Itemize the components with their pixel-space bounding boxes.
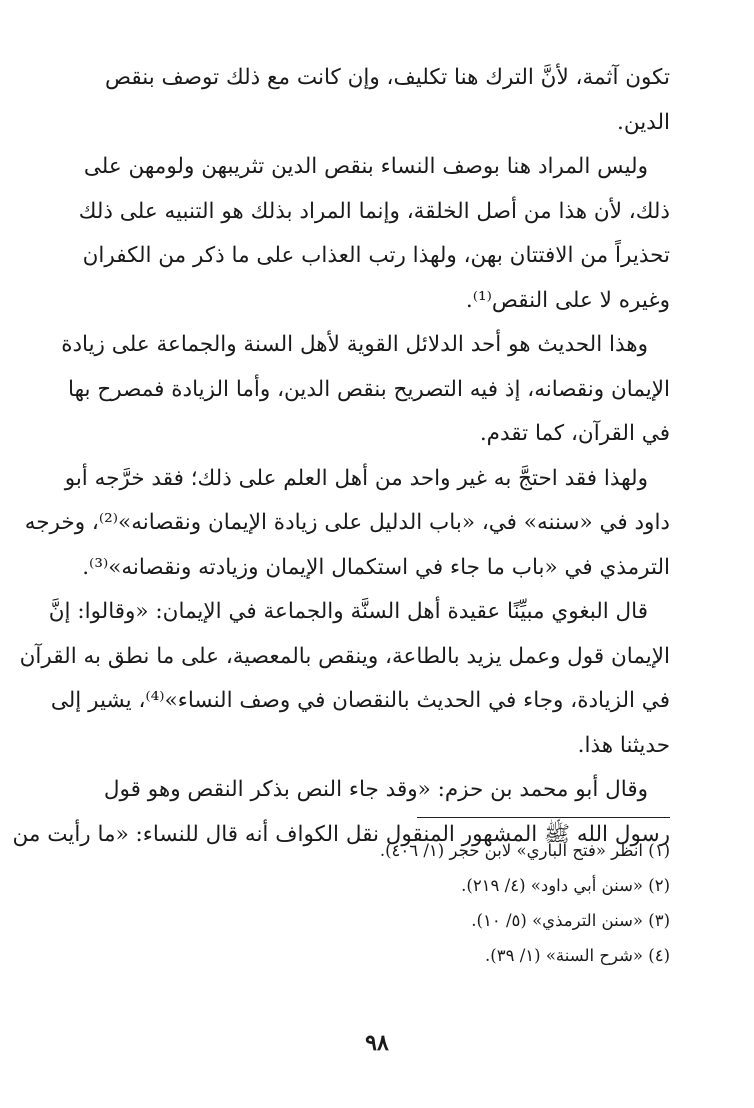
body-line: الإيمان قول وعمل يزيد بالطاعة، وينقص بالمعصية، على ما نطق به القرآن [19,643,670,669]
page-number: ٩٨ [365,1030,389,1056]
footnote-divider [417,817,670,818]
body-line: وغيره لا على النقص⁽¹⁾. [465,287,670,313]
body-line: الدين. [617,109,670,135]
footnote: (٢) «سنن أبي داود» (٤/ ٢١٩). [461,876,670,895]
body-line: في الزيادة، وجاء في الحديث بالنقصان في وصف النساء»⁽⁴⁾، يشير إلى [50,688,670,713]
body-line: وليس المراد هنا بوصف النساء بنقص الدين تثريبهن ولومهن على [83,154,648,179]
body-line: داود في «سننه» في، «باب الدليل على زيادة الإيمان ونقصانه»⁽²⁾، وخرجه [24,510,670,535]
body-line: ذلك، لأن هذا من أصل الخلقة، وإنما المراد بذلك هو التنبيه على ذلك [78,198,670,224]
body-line: تحذيراً من الافتتان بهن، ولهذا رتب العذاب على ما ذكر من الكفران [82,243,670,268]
footnote: (٣) «سنن الترمذي» (٥/ ١٠). [471,911,670,930]
body-line: تكون آثمة، لأنَّ الترك هنا تكليف، وإن كانت مع ذلك توصف بنقص [105,65,670,90]
body-line: رسول الله ﷺ المشهور المنقول نقل الكواف أنه قال للنساء: «ما رأيت من [12,821,670,847]
footnote: (٤) «شرح السنة» (١/ ٣٩). [485,946,670,965]
body-text [12,56,670,857]
body-line: حديثنا هذا. [577,732,670,758]
footnotes [66,833,670,973]
body-line: في القرآن، كما تقدم. [479,421,670,446]
body-line: الإيمان ونقصانه، إذ فيه التصريح بنقص الدين، وأما الزيادة فمصرح بها [68,376,670,402]
footnote: (١) انظر «فتح الباري» لابن حجر (١/ ٤٠٦). [379,841,670,860]
body-line: الترمذي في «باب ما جاء في استكمال الإيمان وزيادته ونقصانه»⁽³⁾. [82,554,670,580]
body-line: وقال أبو محمد بن حزم: «وقد جاء النص بذكر النقص وهو قول [103,777,648,802]
body-line: ولهذا فقد احتجَّ به غير واحد من أهل العلم على ذلك؛ فقد خرَّجه أبو [64,465,648,491]
body-line: وهذا الحديث هو أحد الدلائل القوية لأهل السنة والجماعة على زيادة [61,332,648,357]
body-line: قال البغوي مبيِّنًا عقيدة أهل السنَّة والجماعة في الإيمان: «وقالوا: إنَّ [48,599,648,624]
